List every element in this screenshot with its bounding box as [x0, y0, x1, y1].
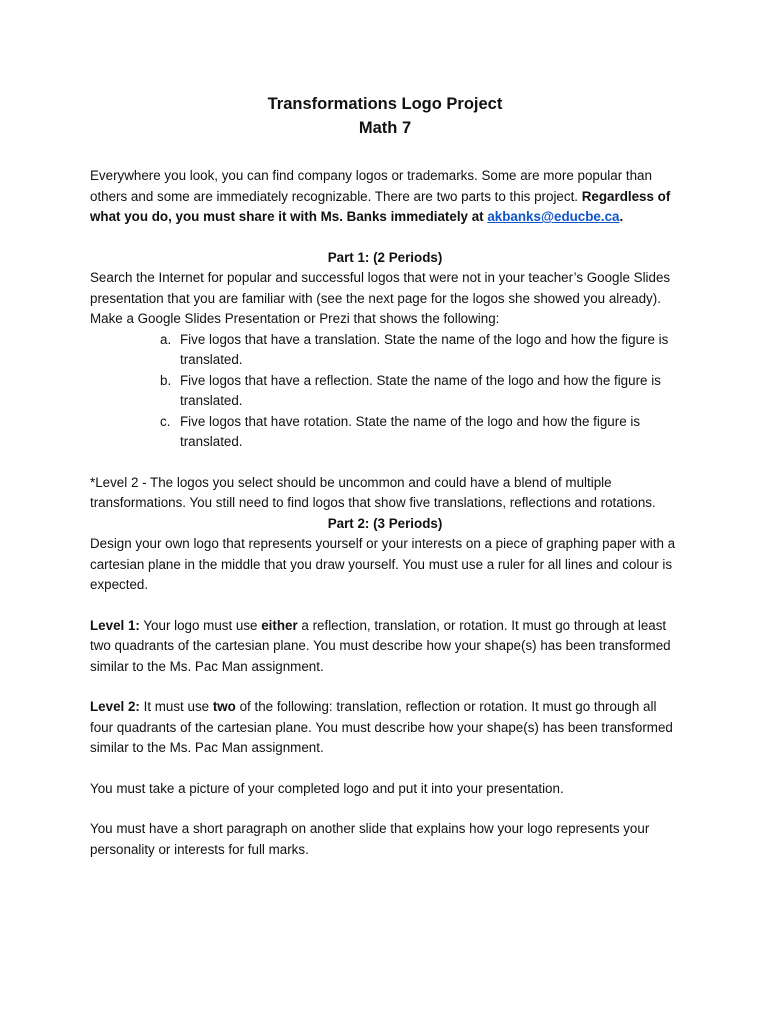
part1-text: Search the Internet for popular and successful logos that were not in your teacher’s Google Slides presentation that you are familiar with (see the next page for the logos she showed you already). Make a Google Slides Presentation or Prezi that shows the following:: [90, 270, 671, 326]
part2-heading: Part 2: (3 Periods): [327, 515, 443, 531]
document-title: Transformations Logo Project: [267, 95, 503, 113]
level2-emphasis: two: [212, 699, 236, 714]
level1-text-a: Your logo must use: [139, 617, 262, 633]
level1-emphasis: either: [261, 617, 298, 633]
part1-task-list: [90, 330, 680, 453]
level1-text-b: a reflection, translation, or rotation. It must go through at least two quadrants of the cartesian plane. You must describe how your shape(s) has been transformed similar to the Ms. Pac Man assignment.: [90, 617, 671, 674]
intro-period: .: [619, 209, 624, 224]
paragraph-instruction: You must have a short paragraph on another slide that explains how your logo represents your personality or interests for full marks.: [90, 821, 650, 857]
level1-paragraph: [90, 616, 680, 678]
list-marker: c.: [160, 413, 171, 429]
list-item-text: Five logos that have a reflection. State the name of the logo and how the figure is translated.: [180, 372, 661, 408]
picture-instruction: You must take a picture of your completed logo and put it into your presentation.: [90, 780, 564, 796]
part2-text: Design your own logo that represents yourself or your interests on a piece of graphing paper with a cartesian plane in the middle that you draw yourself. You must use a ruler for all lines and colour is expected.: [90, 536, 676, 592]
level2-paragraph: [90, 697, 680, 759]
list-item-text: Five logos that have rotation. State the name of the logo and how the figure is translated.: [180, 413, 641, 449]
level2-note: *Level 2 - The logos you select should be uncommon and could have a blend of multiple transformations. You still need to find logos that show five translations, reflections and rotations.: [90, 474, 656, 510]
intro-paragraph: [90, 166, 680, 228]
part1-heading: Part 1: (2 Periods): [327, 249, 443, 265]
level2-text-b: of the following: translation, reflection or rotation. It must go through all four quadrants of the cartesian plane. You must describe how your shape(s) has been transformed similar to the Ms. Pac Man assignment.: [90, 699, 673, 755]
document-subtitle: Math 7: [358, 119, 412, 137]
email-link[interactable]: akbanks@educbe.ca: [487, 209, 620, 224]
list-item: [160, 371, 680, 412]
level2-label: Level 2:: [90, 699, 140, 714]
list-marker: b.: [160, 372, 172, 388]
level2-text-a: It must use: [139, 699, 213, 714]
list-marker: a.: [160, 331, 172, 347]
level1-label: Level 1:: [90, 617, 140, 633]
list-item: [160, 412, 680, 453]
document-page: [90, 92, 680, 860]
list-item-text: Five logos that have a translation. State the name of the logo and how the figure is translated.: [180, 331, 669, 367]
intro-text: Everywhere you look, you can find company logos or trademarks. Some are more popular than others and some are immediately recognizable. There are two parts to this project.: [90, 168, 652, 204]
intro-bold-text: Regardless of what you do, you must share it with Ms. Banks immediately at: [90, 188, 671, 224]
list-item: [160, 330, 680, 371]
